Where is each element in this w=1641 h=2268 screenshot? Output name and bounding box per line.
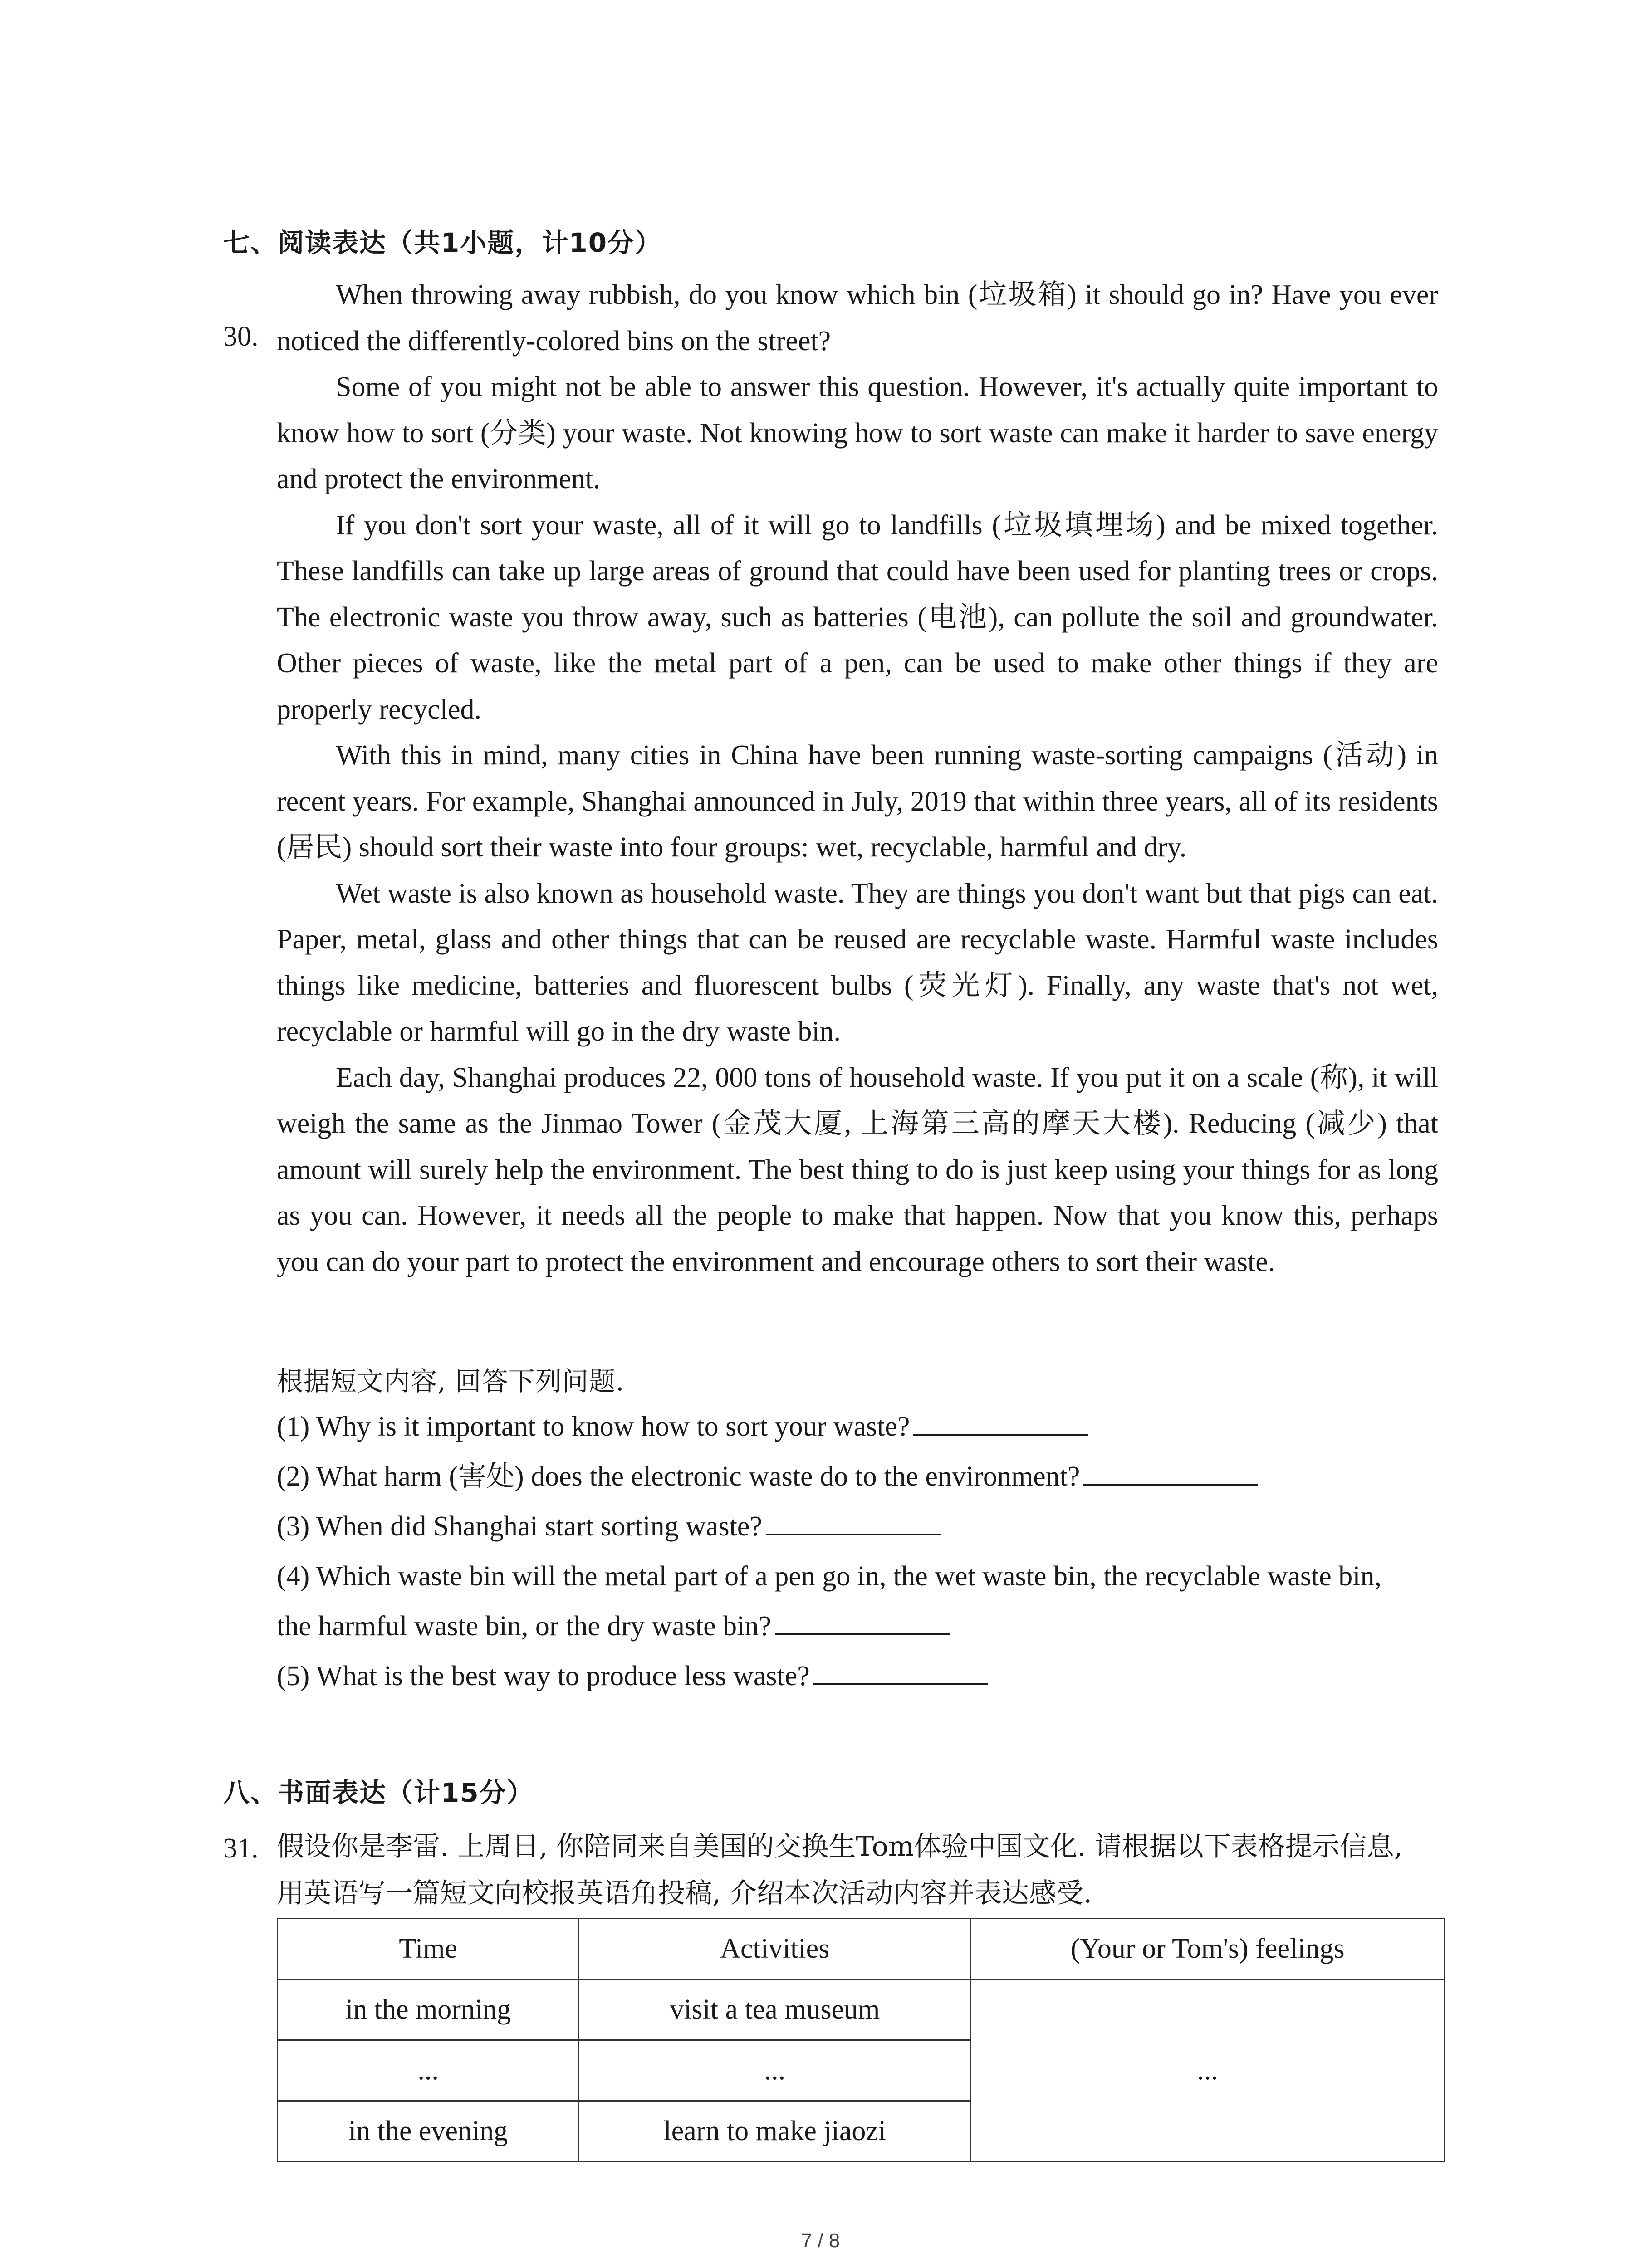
answer-blank-4[interactable]: [775, 1607, 950, 1635]
table-header-time: Time: [278, 1919, 579, 1980]
answer-blank-3[interactable]: [766, 1507, 941, 1535]
question-instruction: 根据短文内容, 回答下列问题.: [277, 1366, 625, 1397]
activity-table: [277, 1918, 1445, 2162]
answer-blank-5[interactable]: [813, 1657, 988, 1685]
table-cell-feelings: ...: [971, 1980, 1445, 2162]
section-8-title: 八、书面表达（计15分）: [223, 1777, 534, 1808]
reading-passage: [277, 272, 1438, 1285]
writing-prompt: [277, 1823, 1438, 1917]
question-30-number: 30.: [223, 321, 259, 352]
passage-paragraph-5: Wet waste is also known as household waste. They are things you don't want but that pigs can eat. Paper, metal, glass and other things that can be reused are recyclable waste. Harmful waste includes things like medicine, batteries and fluorescent bulbs (荧光灯). Finally, any waste that's not wet, recyclable or harmful will go in the dry waste bin.: [277, 878, 1438, 1047]
passage-paragraph-3: If you don't sort your waste, all of it will go to landfills (垃圾填埋场) and be mixed together. These landfills can take up large areas of ground that could have been used for planting trees or crops. The electronic waste you throw away, such as batteries (电池), can pollute the soil and groundwater. Other pieces of waste, like the metal part of a pen, can be used to make other things if they are properly recycled.: [277, 509, 1438, 725]
question-4: [277, 1551, 1438, 1601]
question-2-text: (2) What harm (害处) does the electronic waste do to the environment?: [277, 1461, 1080, 1492]
question-5-text: (5) What is the best way to produce less waste?: [277, 1661, 810, 1691]
question-3-text: (3) When did Shanghai start sorting waste?: [277, 1511, 762, 1542]
answer-blank-2[interactable]: [1083, 1457, 1258, 1486]
table-cell-time: ...: [278, 2040, 579, 2101]
question-4-text: (4) Which waste bin will the metal part of a pen go in, the wet waste bin, the recyclable waste bin,: [277, 1561, 1382, 1592]
writing-prompt-text: 假设你是李雷. 上周日, 你陪同来自美国的交换生Tom体验中国文化. 请根据以下表格提示信息, 用英语写一篇短文向校报英语角投稿, 介绍本次活动内容并表达感受.: [277, 1831, 1403, 1909]
question-4-text-cont: the harmful waste bin, or the dry waste bin?: [277, 1611, 771, 1642]
table-cell-time: in the evening: [278, 2101, 579, 2162]
table-header-row: [278, 1919, 1445, 1980]
question-list: [277, 1402, 1438, 1701]
passage-paragraph-6: Each day, Shanghai produces 22, 000 tons of household waste. If you put it on a scale (称), it will weigh the same as the Jinmao Tower (金茂大厦, 上海第三高的摩天大楼). Reducing (减少) that amount will surely help the environment. The best thing to do is just keep using your things for as long as you can. However, it needs all the people to make that happen. Now that you know this, perhaps you can do your part to protect the environment and encourage others to sort their waste.: [277, 1062, 1438, 1277]
passage-paragraph-2: Some of you might not be able to answer this question. However, it's actually quite important to know how to sort (分类) your waste. Not knowing how to sort waste can make it harder to save energy and protect the environment.: [277, 371, 1438, 494]
question-2: [277, 1452, 1438, 1501]
answer-blank-1[interactable]: [913, 1408, 1088, 1436]
table-cell-time: in the morning: [278, 1980, 579, 2040]
table-cell-activity: visit a tea museum: [579, 1980, 971, 2040]
page-number: 7 / 8: [801, 2229, 840, 2252]
question-31-number: 31.: [223, 1833, 259, 1864]
table-cell-activity: ...: [579, 2040, 971, 2101]
passage-paragraph-1: When throwing away rubbish, do you know which bin (垃圾箱) it should go in? Have you ever noticed the differently-colored bins on the street?: [277, 279, 1438, 357]
table-header-feelings: (Your or Tom's) feelings: [971, 1919, 1445, 1980]
question-1: [277, 1402, 1438, 1452]
question-4-continued: [277, 1601, 1438, 1651]
table-header-activities: Activities: [579, 1919, 971, 1980]
question-3: [277, 1501, 1438, 1551]
table-cell-activity: learn to make jiaozi: [579, 2101, 971, 2162]
section-7-title: 七、阅读表达（共1小题，计10分）: [223, 227, 662, 258]
question-5: [277, 1651, 1438, 1701]
question-1-text: (1) Why is it important to know how to sort your waste?: [277, 1411, 910, 1442]
table-row: [278, 1980, 1445, 2040]
passage-paragraph-4: With this in mind, many cities in China have been running waste-sorting campaigns (活动) in recent years. For example, Shanghai announced in July, 2019 that within three years, all of its residents (居民) should sort their waste into four groups: wet, recyclable, harmful and dry.: [277, 740, 1438, 863]
